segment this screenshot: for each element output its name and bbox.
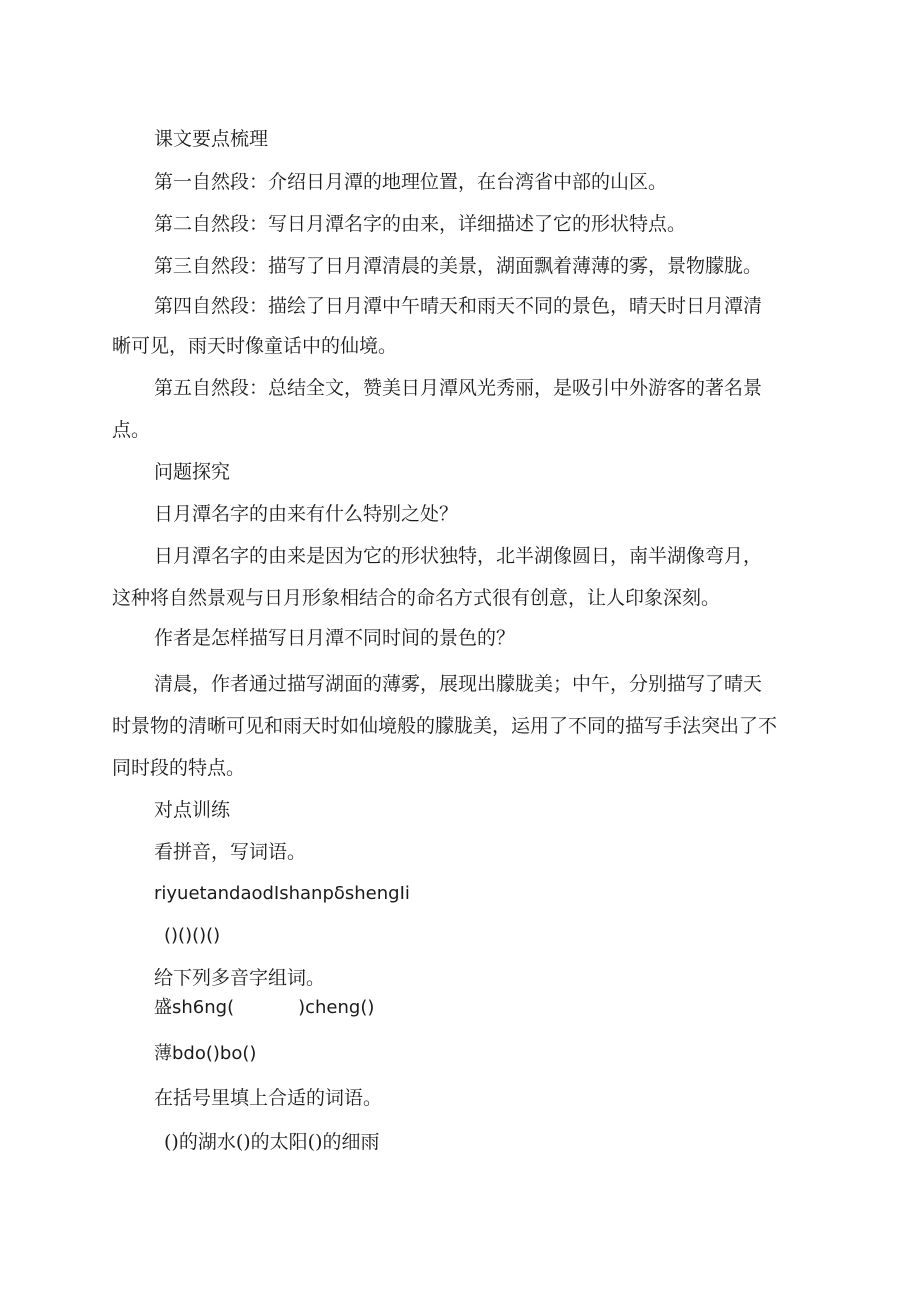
polyphone-sheng-part-a: 盛sh6ng( xyxy=(154,997,235,1018)
summary-paragraph-4-line-2: 晰可见，雨天时像童话中的仙境。 xyxy=(112,335,398,357)
practice-heading: 对点训练 xyxy=(154,799,231,821)
inquiry-answer-2-line-3: 同时段的特点。 xyxy=(112,757,246,779)
fill-in-line: ()的湖水()的太阳()的细雨 xyxy=(164,1131,380,1153)
inquiry-answer-1-line-1: 日月潭名字的由来是因为它的形状独特，北半湖像圆日，南半湖像弯月， xyxy=(154,545,763,567)
inquiry-answer-1-line-2: 这种将自然景观与日月形象相结合的命名方式很有创意，让人印象深刻。 xyxy=(112,587,721,609)
pinyin-line: riyuetandaodIshanpδshengIi xyxy=(154,883,410,904)
practice-task-1: 看拼音，写词语。 xyxy=(154,841,307,863)
summary-paragraph-4-line-1: 第四自然段：描绘了日月潭中午晴天和雨天不同的景色，晴天时日月潭清 xyxy=(154,295,763,317)
summary-heading: 课文要点梳理 xyxy=(154,128,269,150)
polyphone-sheng-line xyxy=(154,996,374,1020)
summary-paragraph-2: 第二自然段：写日月潭名字的由来，详细描述了它的形状特点。 xyxy=(154,213,687,235)
summary-paragraph-5-line-2: 点。 xyxy=(112,419,151,441)
practice-task-2: 给下列多音字组词。 xyxy=(154,967,326,989)
polyphone-bao-line: 薄bdo()bo() xyxy=(154,1043,257,1064)
polyphone-sheng-part-b: )cheng() xyxy=(298,997,375,1018)
inquiry-question-2: 作者是怎样描写日月潭不同时间的景色的？ xyxy=(154,627,516,649)
pinyin-blanks: ()()()() xyxy=(164,925,221,946)
inquiry-answer-2-line-1: 清晨，作者通过描写湖面的薄雾，展现出朦胧美；中午，分别描写了晴天 xyxy=(154,673,763,695)
inquiry-question-1: 日月潭名字的由来有什么特别之处？ xyxy=(154,503,459,525)
summary-paragraph-1: 第一自然段：介绍日月潭的地理位置，在台湾省中部的山区。 xyxy=(154,171,668,193)
inquiry-heading: 问题探究 xyxy=(154,461,231,483)
inquiry-answer-2-line-2: 时景物的清晰可见和雨天时如仙境般的朦胧美，运用了不同的描写手法突出了不 xyxy=(112,715,778,737)
practice-task-3: 在括号里填上合适的词语。 xyxy=(154,1087,383,1109)
summary-paragraph-5-line-1: 第五自然段：总结全文，赞美日月潭风光秀丽，是吸引中外游客的著名景 xyxy=(154,377,763,399)
summary-paragraph-3: 第三自然段：描写了日月潭清晨的美景，湖面飘着薄薄的雾，景物朦胧。 xyxy=(154,255,763,277)
